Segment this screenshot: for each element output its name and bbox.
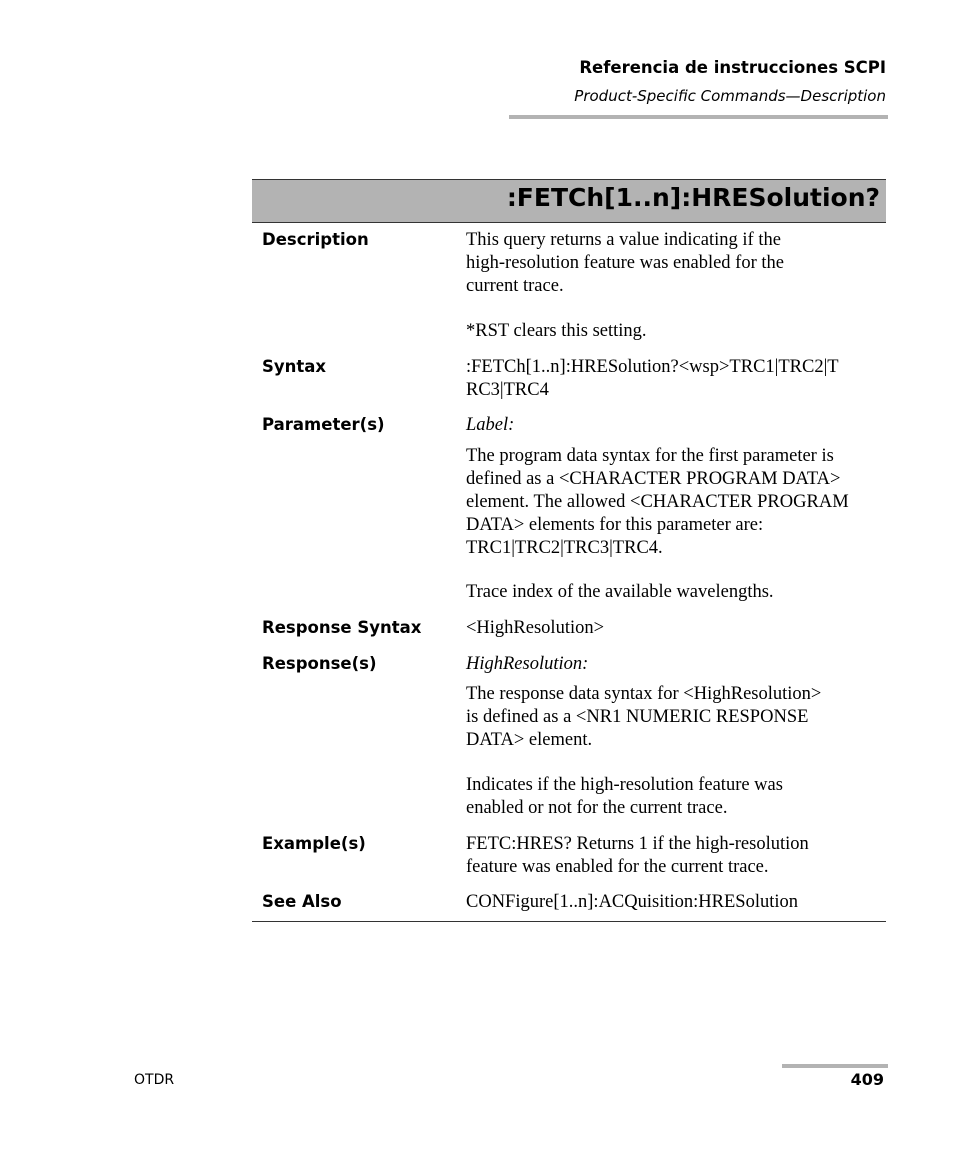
response-syntax-text: <HighResolution> (466, 618, 605, 638)
examples-label: Example(s) (262, 834, 366, 853)
text-line: current trace. (466, 276, 564, 296)
description-text (466, 229, 882, 298)
description-note: *RST clears this setting. (466, 321, 647, 341)
header-rule (509, 115, 888, 119)
response-name: HighResolution: (466, 654, 589, 674)
see-also-label: See Also (262, 892, 342, 911)
page-number: 409 (850, 1070, 884, 1089)
parameters-note: Trace index of the available wavelengths. (466, 582, 774, 602)
text-line: DATA> elements for this parameter are: (466, 515, 764, 535)
text-line: :FETCh[1..n]:HRESolution?<wsp>TRC1|TRC2|T (466, 357, 839, 377)
text-line: The program data syntax for the first parameter is (466, 446, 834, 466)
table-bottom-rule (252, 921, 886, 922)
footer-product: OTDR (134, 1072, 175, 1088)
syntax-text (466, 356, 882, 402)
text-line: high-resolution feature was enabled for the (466, 253, 784, 273)
text-line: DATA> element. (466, 730, 593, 750)
text-line: enabled or not for the current trace. (466, 798, 728, 818)
text-line: defined as a <CHARACTER PROGRAM DATA> (466, 469, 841, 489)
text-line: is defined as a <NR1 NUMERIC RESPONSE (466, 707, 809, 727)
description-label: Description (262, 230, 369, 249)
command-title: :FETCh[1..n]:HRESolution? (506, 183, 880, 212)
text-line: FETC:HRES? Returns 1 if the high-resolution (466, 834, 809, 854)
syntax-label: Syntax (262, 357, 327, 376)
examples-text (466, 833, 882, 879)
text-line: The response data syntax for <HighResolution> (466, 684, 822, 704)
see-also-text: CONFigure[1..n]:ACQuisition:HRESolution (466, 892, 798, 912)
footer-rule (782, 1064, 888, 1068)
text-line: RC3|TRC4 (466, 380, 549, 400)
parameters-text (466, 445, 882, 560)
command-title-bar (252, 179, 886, 223)
responses-label: Response(s) (262, 654, 377, 673)
responses-note (466, 774, 882, 820)
text-line: This query returns a value indicating if the (466, 230, 781, 250)
parameters-label: Parameter(s) (262, 415, 385, 434)
responses-text (466, 683, 882, 752)
parameter-name: Label: (466, 415, 515, 435)
running-header-subtitle: Product-Specific Commands—Description (574, 87, 886, 105)
text-line: feature was enabled for the current trace. (466, 857, 769, 877)
running-header-title: Referencia de instrucciones SCPI (579, 58, 886, 77)
text-line: TRC1|TRC2|TRC3|TRC4. (466, 538, 663, 558)
text-line: Indicates if the high-resolution feature was (466, 775, 783, 795)
text-line: element. The allowed <CHARACTER PROGRAM (466, 492, 849, 512)
response-syntax-label: Response Syntax (262, 618, 422, 637)
